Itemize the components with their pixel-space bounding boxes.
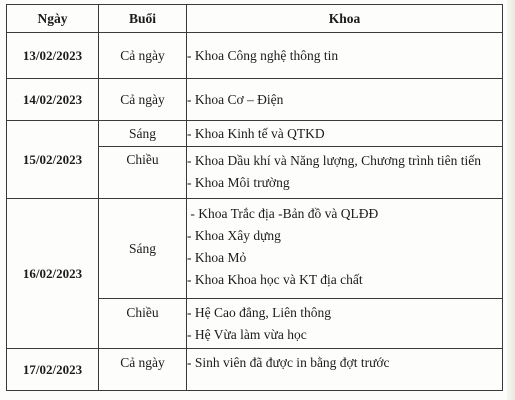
- faculty-item: - Khoa Xây dựng: [187, 228, 281, 243]
- table-row: [7, 199, 503, 299]
- faculty-item: - Khoa Trắc địa -Bản đồ và QLĐĐ: [187, 206, 379, 221]
- faculty-item: - Khoa Cơ – Điện: [187, 91, 284, 107]
- faculty-cell: [187, 199, 503, 299]
- header-session: Buổi: [99, 5, 187, 33]
- date-cell: 16/02/2023: [7, 199, 99, 349]
- faculty-cell: [187, 121, 503, 147]
- date-cell: 15/02/2023: [7, 121, 99, 199]
- faculty-cell: [187, 33, 503, 79]
- faculty-item: - Hệ Vừa làm vừa học: [187, 327, 307, 342]
- session-cell: Cả ngày: [99, 349, 187, 391]
- table-row: [7, 349, 503, 391]
- faculty-cell: [187, 349, 503, 391]
- table-row: [7, 79, 503, 121]
- faculty-item: - Khoa Công nghệ thông tin: [187, 47, 339, 63]
- faculty-item: - Khoa Kinh tế và QTKD: [187, 125, 325, 141]
- page-edge: [507, 0, 515, 400]
- faculty-item: - Khoa Khoa học và KT địa chất: [187, 272, 363, 287]
- faculty-item: - Khoa Dầu khí và Năng lượng, Chương trình tiên tiến: [187, 153, 481, 168]
- date-cell: 17/02/2023: [7, 349, 99, 391]
- date-cell: 13/02/2023: [7, 33, 99, 79]
- date-cell: 14/02/2023: [7, 79, 99, 121]
- session-cell: Sáng: [99, 199, 187, 299]
- header-date: Ngày: [7, 5, 99, 33]
- schedule-table: [6, 4, 503, 391]
- faculty-item: - Khoa Mỏ: [187, 250, 247, 265]
- faculty-cell: [187, 299, 503, 349]
- faculty-item: - Sinh viên đã được in bằng đợt trước: [187, 355, 390, 370]
- session-cell: Cả ngày: [99, 79, 187, 121]
- faculty-cell: [187, 79, 503, 121]
- header-row: [7, 5, 503, 33]
- faculty-item: - Hệ Cao đẳng, Liên thông: [187, 305, 331, 320]
- table-row: [7, 121, 503, 147]
- session-cell: Sáng: [99, 121, 187, 147]
- faculty-item: - Khoa Môi trường: [187, 175, 290, 190]
- session-cell: Chiều: [99, 299, 187, 349]
- session-cell: Chiều: [99, 147, 187, 199]
- session-cell: Cả ngày: [99, 33, 187, 79]
- faculty-cell: [187, 147, 503, 199]
- table-row: [7, 33, 503, 79]
- header-faculty: Khoa: [187, 5, 503, 33]
